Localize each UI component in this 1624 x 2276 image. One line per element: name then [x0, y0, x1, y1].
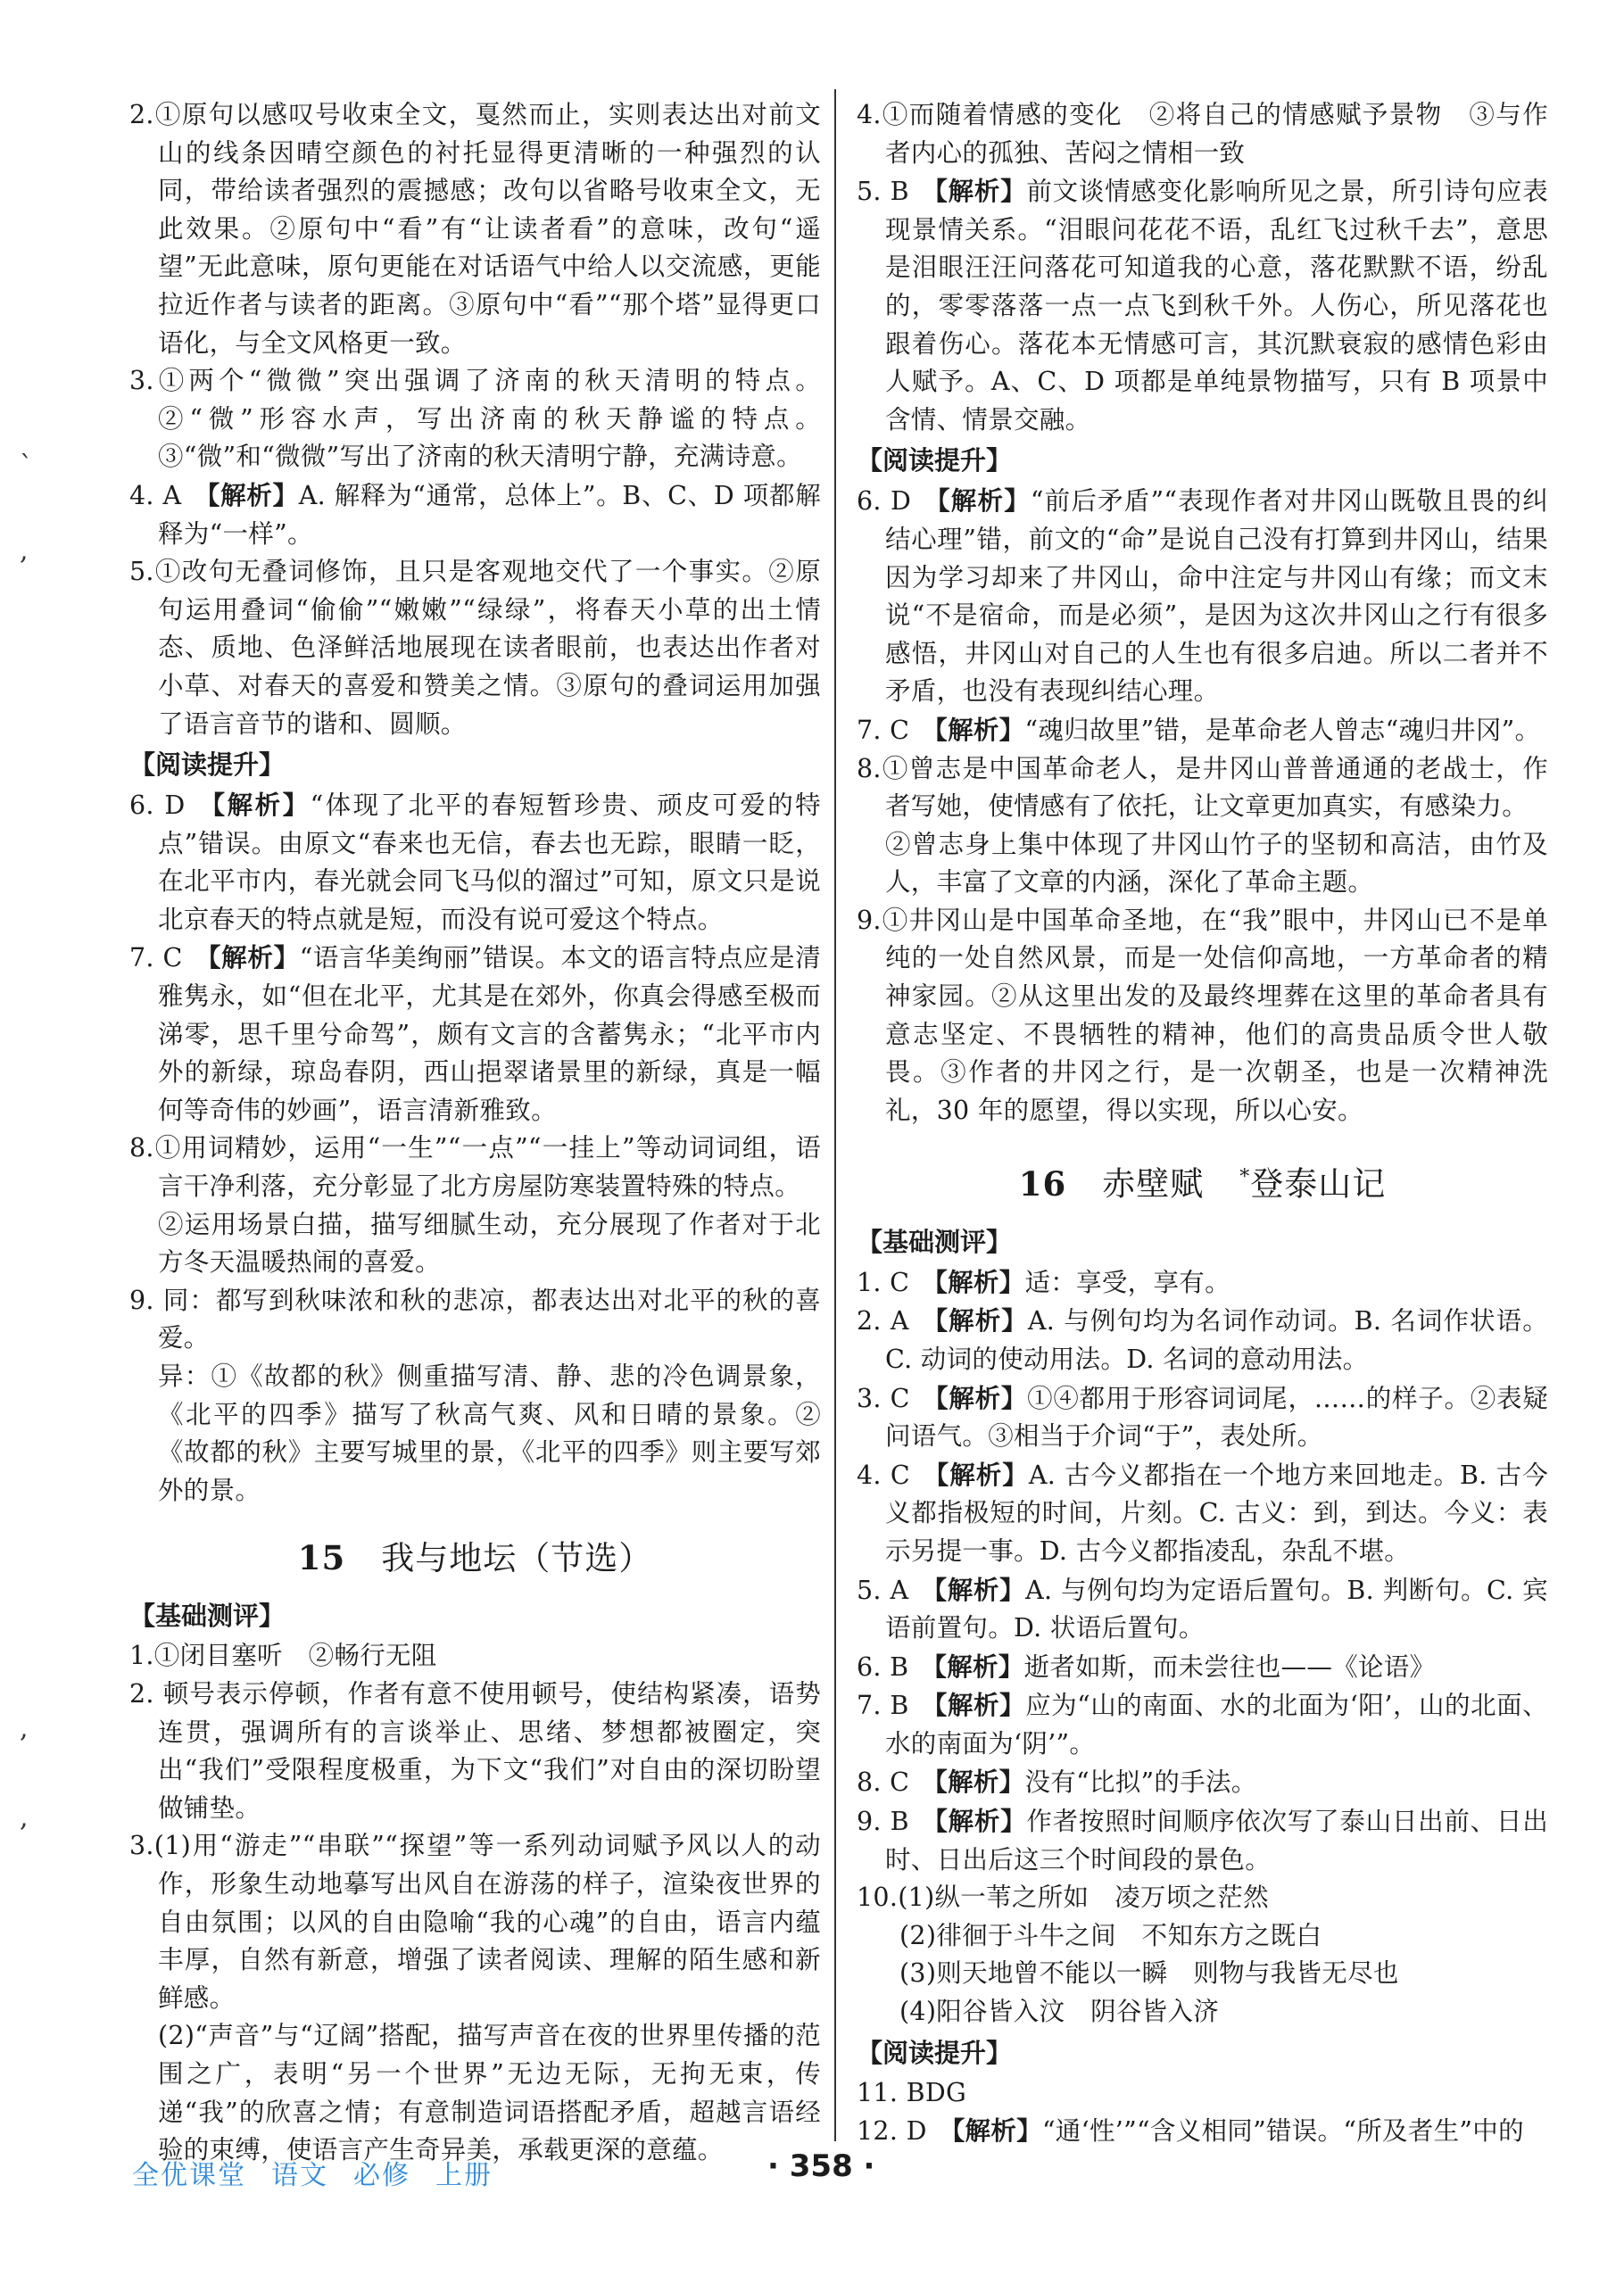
margin-mark: ˋ [20, 451, 33, 482]
answer-4: 4. A 【解析】A. 解释为“通常，总体上”。B、C、D 项都解释为“一样”。 [129, 479, 822, 549]
answer-r8b: ②曾志身上集中体现了井冈山竹子的坚韧和高洁，由竹及人，丰富了文章的内涵，深化了革命主题。 [885, 829, 1548, 898]
footer-type: 必修 [353, 2160, 410, 2191]
footer-book-title [132, 2153, 518, 2192]
lesson-16-title: 16 赤壁赋 *登泰山记 [1018, 1163, 1387, 1204]
section-basic-right: 【基础测评】 [857, 1226, 1013, 1257]
answer-r6: 6. D 【解析】“前后矛盾”“表现作者对井冈山既敬且畏的纠结心理”错，前文的“命”是说自己没有打算到井冈山，结果因为学习却来了井冈山，命中注定与井冈山有缘；而文末说“不是宿命，而是必须”，是因为这次井冈山之行有很多感悟，井冈山对自己的人生也有很多启迪。所以二者并不矛盾，也没有表现纠结心理。 [857, 485, 1548, 707]
answer-5: 5.①改句无叠词修饰，且只是客观地交代了一个事实。②原句运用叠词“偷偷”“嫩嫩”“绿绿”，将春天小草的出土情态、质地、色泽鲜活地展现在读者眼前，也表达出作者对小草、对春天的喜爱和赞美之情。③原句的叠词运用加强了语言音节的谐和、圆顺。 [129, 557, 821, 739]
answer-r8a: 8.①曾志是中国革命老人，是井冈山普普通通的老战士，作者写她，使情感有了依托，让文章更加真实，有感染力。 [857, 753, 1548, 822]
section-reading-right-2: 【阅读提升】 [857, 2037, 1013, 2068]
l16-answer-10-2: (2)徘徊于斗牛之间 不知东方之既白 [899, 1920, 1322, 1950]
answer-7: 7. C 【解析】“语言华美绚丽”错误。本文的语言特点应是清雅隽永，如“但在北平，尤其是在郊外，你真会得感至极而涕零，思千里兮命驾”，颇有文言的含蓄隽永；“北平市内外的新绿，琼岛春阴，西山挹翠诸景里的新绿，真是一幅何等奇伟的妙画”，语言清新雅致。 [129, 942, 821, 1125]
l16-answer-1: 1. C 【解析】适：享受，享有。 [857, 1266, 1230, 1297]
left-column [129, 96, 821, 2170]
margin-mark: , [20, 535, 29, 567]
l16-answer-10-4: (4)阳谷皆入汶 阴谷皆入济 [899, 1997, 1220, 2027]
answer-r9: 9.①井冈山是中国革命圣地，在“我”眼中，井冈山已不是单纯的一处自然风景，而是一处信仰高地，一方革命者的精神家园。②从这里出发的及最终埋葬在这里的革命者具有意志坚定、不畏牺牲的精神，他们的高贵品质令世人敬畏。③作者的井冈之行，是一次朝圣，也是一次精神洗礼，30 年的愿望，得以实现，所以心安。 [857, 905, 1548, 1125]
l15-answer-3a: 3.(1)用“游走”“串联”“探望”等一系列动词赋予风以人的动作，形象生动地摹写出风自在游荡的样子，渲染夜世界的自由氛围；以风的自由隐喻“我的心魂”的自由，语言内蕴丰厚，自然有新意，增强了读者阅读、理解的陌生感和新鲜感。 [129, 1831, 821, 2013]
page-number: · 358 · [767, 2148, 875, 2184]
answer-2: 2.①原句以感叹号收束全文，戛然而止，实则表达出对前文山的线条因晴空颜色的衬托显得更清晰的一种强烈的认同，带给读者强烈的震撼感；改句以省略号收束全文，无此效果。②原句中“看”有“让读者看”的意味，改句“遥望”无此意味，原句更能在对话语气中给人以交流感，更能拉近作者与读者的距离。③原句中“看”“那个塔”显得更口语化，与全文风格更一致。 [129, 100, 821, 358]
l16-answer-3: 3. C 【解析】①④都用于形容词词尾，……的样子。②表疑问语气。③相当于介词“于”，表处所。 [857, 1382, 1548, 1452]
section-reading-right: 【阅读提升】 [857, 445, 1013, 476]
answer-6: 6. D 【解析】“体现了北平的春短暂珍贵、顽皮可爱的特点”错误。由原文“春来也无信，春去也无踪，眼睛一眨，在北平市内，春光就会同飞马似的溜过”可知，原文只是说北京春天的特点就是短，而没有说可爱这个特点。 [129, 790, 821, 934]
l16-answer-5: 5. A 【解析】A. 与例句均为定语后置句。B. 判断句。C. 宾语前置句。D. 状语后置句。 [857, 1574, 1548, 1643]
l16-answer-11: 11. BDG [857, 2077, 967, 2107]
footer-subject: 语文 [271, 2160, 328, 2191]
answer-8b: ②运用场景白描，描写细腻生动，充分展现了作者对于北方冬天温暖热闹的喜爱。 [158, 1209, 821, 1278]
l16-answer-12: 12. D 【解析】“通‘性’”“含义相同”错误。“所及者生”中的 [857, 2115, 1524, 2147]
answer-3: 3.①两个“微微”突出强调了济南的秋天清明的特点。②“微”形容水声，写出济南的秋天静谧的特点。③“微”和“微微”写出了济南的秋天清明宁静，充满诗意。 [129, 366, 821, 472]
section-basic: 【基础测评】 [129, 1601, 286, 1632]
l15-answer-1: 1.①闭目塞听 ②畅行无阻 [129, 1641, 437, 1671]
l15-answer-2: 2. 顿号表示停顿，作者有意不使用顿号，使结构紧凑，语势连贯，强调所有的言谈举止、思绪、梦想都被圈定，突出“我们”受限程度极重，为下文“我们”对自由的深切盼望做铺垫。 [129, 1678, 821, 1823]
answer-r4: 4.①而随着情感的变化 ②将自己的情感赋予景物 ③与作者内心的孤独、苦闷之情相一致 [857, 100, 1548, 168]
l16-answer-10-1: 10.(1)纵一苇之所如 凌万顷之茫然 [857, 1883, 1269, 1913]
margin-mark: , [20, 1713, 29, 1744]
answer-9b: 异：①《故都的秋》侧重描写清、静、悲的冷色调景象，《北平的四季》描写了秋高气爽、风和日晴的景象。②《故都的秋》主要写城里的景，《北平的四季》则主要写郊外的景。 [158, 1361, 821, 1505]
column-divider [834, 89, 836, 2141]
l16-answer-10-3: (3)则天地曾不能以一瞬 则物与我皆无尽也 [899, 1958, 1399, 1989]
l16-answer-7: 7. B 【解析】应为“山的南面、水的北面为‘阳’，山的北面、水的南面为‘阴’”。 [857, 1690, 1548, 1759]
footer-volume: 上册 [435, 2160, 493, 2191]
l16-answer-9: 9. B 【解析】作者按照时间顺序依次写了泰山日出前、日出时、日出后这三个时间段的景色。 [857, 1806, 1548, 1875]
l16-answer-8: 8. C 【解析】没有“比拟”的手法。 [857, 1767, 1257, 1798]
answer-9a: 9. 同：都写到秋味浓和秋的悲凉，都表达出对北平的秋的喜爱。 [129, 1285, 821, 1353]
lesson-15-title: 15 我与地坛（节选） [297, 1538, 653, 1578]
l16-answer-6: 6. B 【解析】逝者如斯，而未尝往也——《论语》 [857, 1651, 1436, 1682]
l15-answer-3b: (2)“声音”与“辽阔”搭配，描写声音在夜的世界里传播的范围之广，表明“另一个世界”无边无际，无拘无束，传递“我”的欣喜之情；有意制造词语搭配矛盾，超越言语经验的束缚，使语言产生奇异美，承载更深的意蕴。 [158, 2021, 821, 2165]
section-reading: 【阅读提升】 [129, 749, 286, 781]
right-column [857, 96, 1548, 2151]
l16-answer-4: 4. C 【解析】A. 古今义都指在一个地方来回地走。B. 古今义都指极短的时间，片刻。C. 古义：到，到达。今义：表示另提一事。D. 古今义都指凌乱，杂乱不堪。 [857, 1459, 1548, 1566]
footer-brand: 全优课堂 [132, 2160, 246, 2191]
answer-r7: 7. C 【解析】“魂归故里”错，是革命老人曾志“魂归井冈”。 [857, 714, 1541, 745]
l16-answer-2: 2. A 【解析】A. 与例句均为名词作动词。B. 名词作状语。C. 动词的使动用法。D. 名词的意动用法。 [857, 1305, 1548, 1374]
answer-r5: 5. B 【解析】前文谈情感变化影响所见之景，所引诗句应表现景情关系。“泪眼问花花不语，乱红飞过秋千去”，意思是泪眼汪汪问落花可知道我的心意，落花默默不语，纷乱的，零零落落一点一点飞到秋千外。人伤心，所见落花也跟着伤心。落花本无情感可言，其沉默衰寂的感情色彩由人赋予。A、C、D 项都是单纯景物描写，只有 B 项景中含情、情景交融。 [857, 176, 1548, 435]
answer-8a: 8.①用词精妙，运用“一生”“一点”“一挂上”等动词词组，语言干净利落，充分彰显了北方房屋防寒装置特殊的特点。 [129, 1133, 821, 1202]
margin-mark: , [20, 1802, 29, 1833]
